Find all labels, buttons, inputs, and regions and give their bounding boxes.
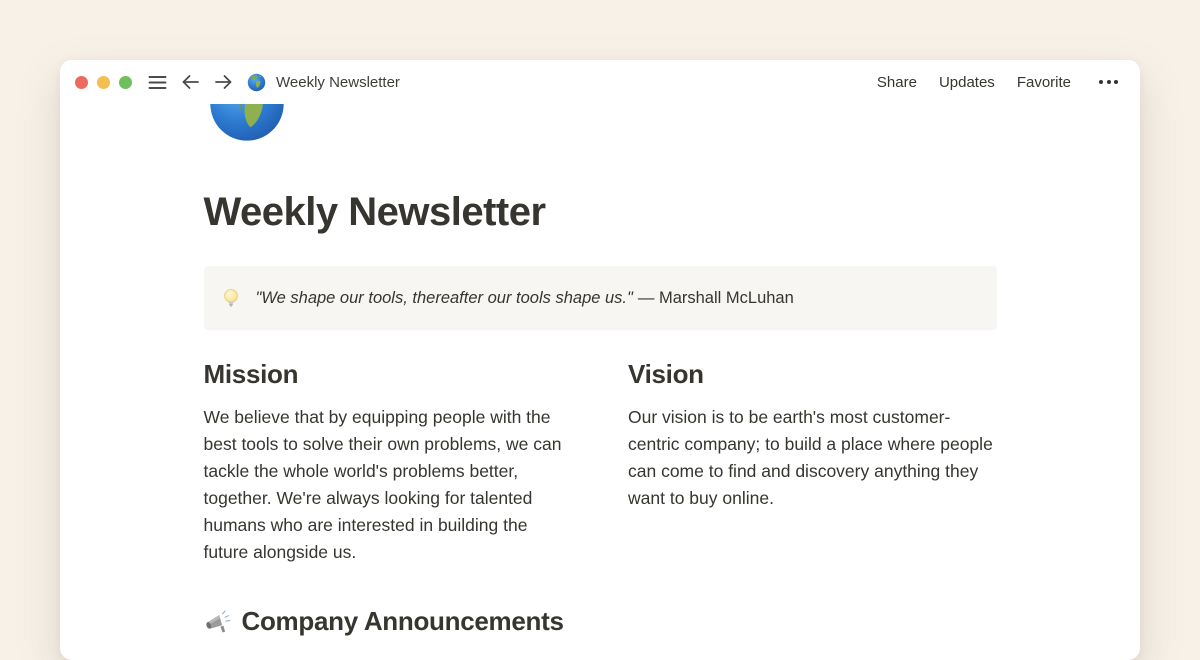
- quote-callout-block[interactable]: [204, 266, 997, 330]
- titlebar-page-title: Weekly Newsletter: [276, 74, 400, 91]
- app-window: [60, 60, 1140, 660]
- back-arrow-icon[interactable]: [181, 74, 200, 90]
- light-bulb-icon: [220, 287, 242, 309]
- megaphone-icon: [204, 608, 231, 635]
- mission-heading[interactable]: Mission: [204, 359, 573, 389]
- announcements-section: [204, 606, 997, 636]
- callout-text: [256, 286, 794, 310]
- quote-attribution: — Marshall McLuhan: [638, 289, 794, 307]
- share-button[interactable]: Share: [877, 74, 917, 91]
- forward-arrow-icon[interactable]: [214, 74, 233, 90]
- titlebar: [60, 60, 1140, 104]
- vision-column: [628, 359, 997, 566]
- favorite-button[interactable]: Favorite: [1017, 74, 1071, 91]
- vision-heading[interactable]: Vision: [628, 359, 997, 389]
- mission-paragraph[interactable]: We believe that by equipping people with the best tools to solve their own problems, we can tackle the whole world's problems better, together. We're always looking for talented humans who are interested in building the future alongside us.: [204, 404, 573, 566]
- minimize-window-button[interactable]: [97, 76, 110, 89]
- page-favicon-globe-icon: [247, 73, 266, 92]
- zoom-window-button[interactable]: [119, 76, 132, 89]
- page-title[interactable]: Weekly Newsletter: [204, 188, 997, 236]
- close-window-button[interactable]: [75, 76, 88, 89]
- announcements-heading[interactable]: Company Announcements: [242, 606, 564, 636]
- page-content: [204, 64, 997, 636]
- ellipsis-icon[interactable]: [1097, 76, 1120, 88]
- traffic-lights: [75, 76, 132, 89]
- menu-icon[interactable]: [148, 75, 167, 90]
- mission-column: [204, 359, 573, 566]
- vision-paragraph[interactable]: Our vision is to be earth's most customer-centric company; to build a place where people can come to find and discovery anything they want to buy online.: [628, 404, 997, 512]
- quote-text: "We shape our tools, thereafter our tools shape us.": [256, 289, 633, 307]
- two-column-section: [204, 359, 997, 566]
- updates-button[interactable]: Updates: [939, 74, 995, 91]
